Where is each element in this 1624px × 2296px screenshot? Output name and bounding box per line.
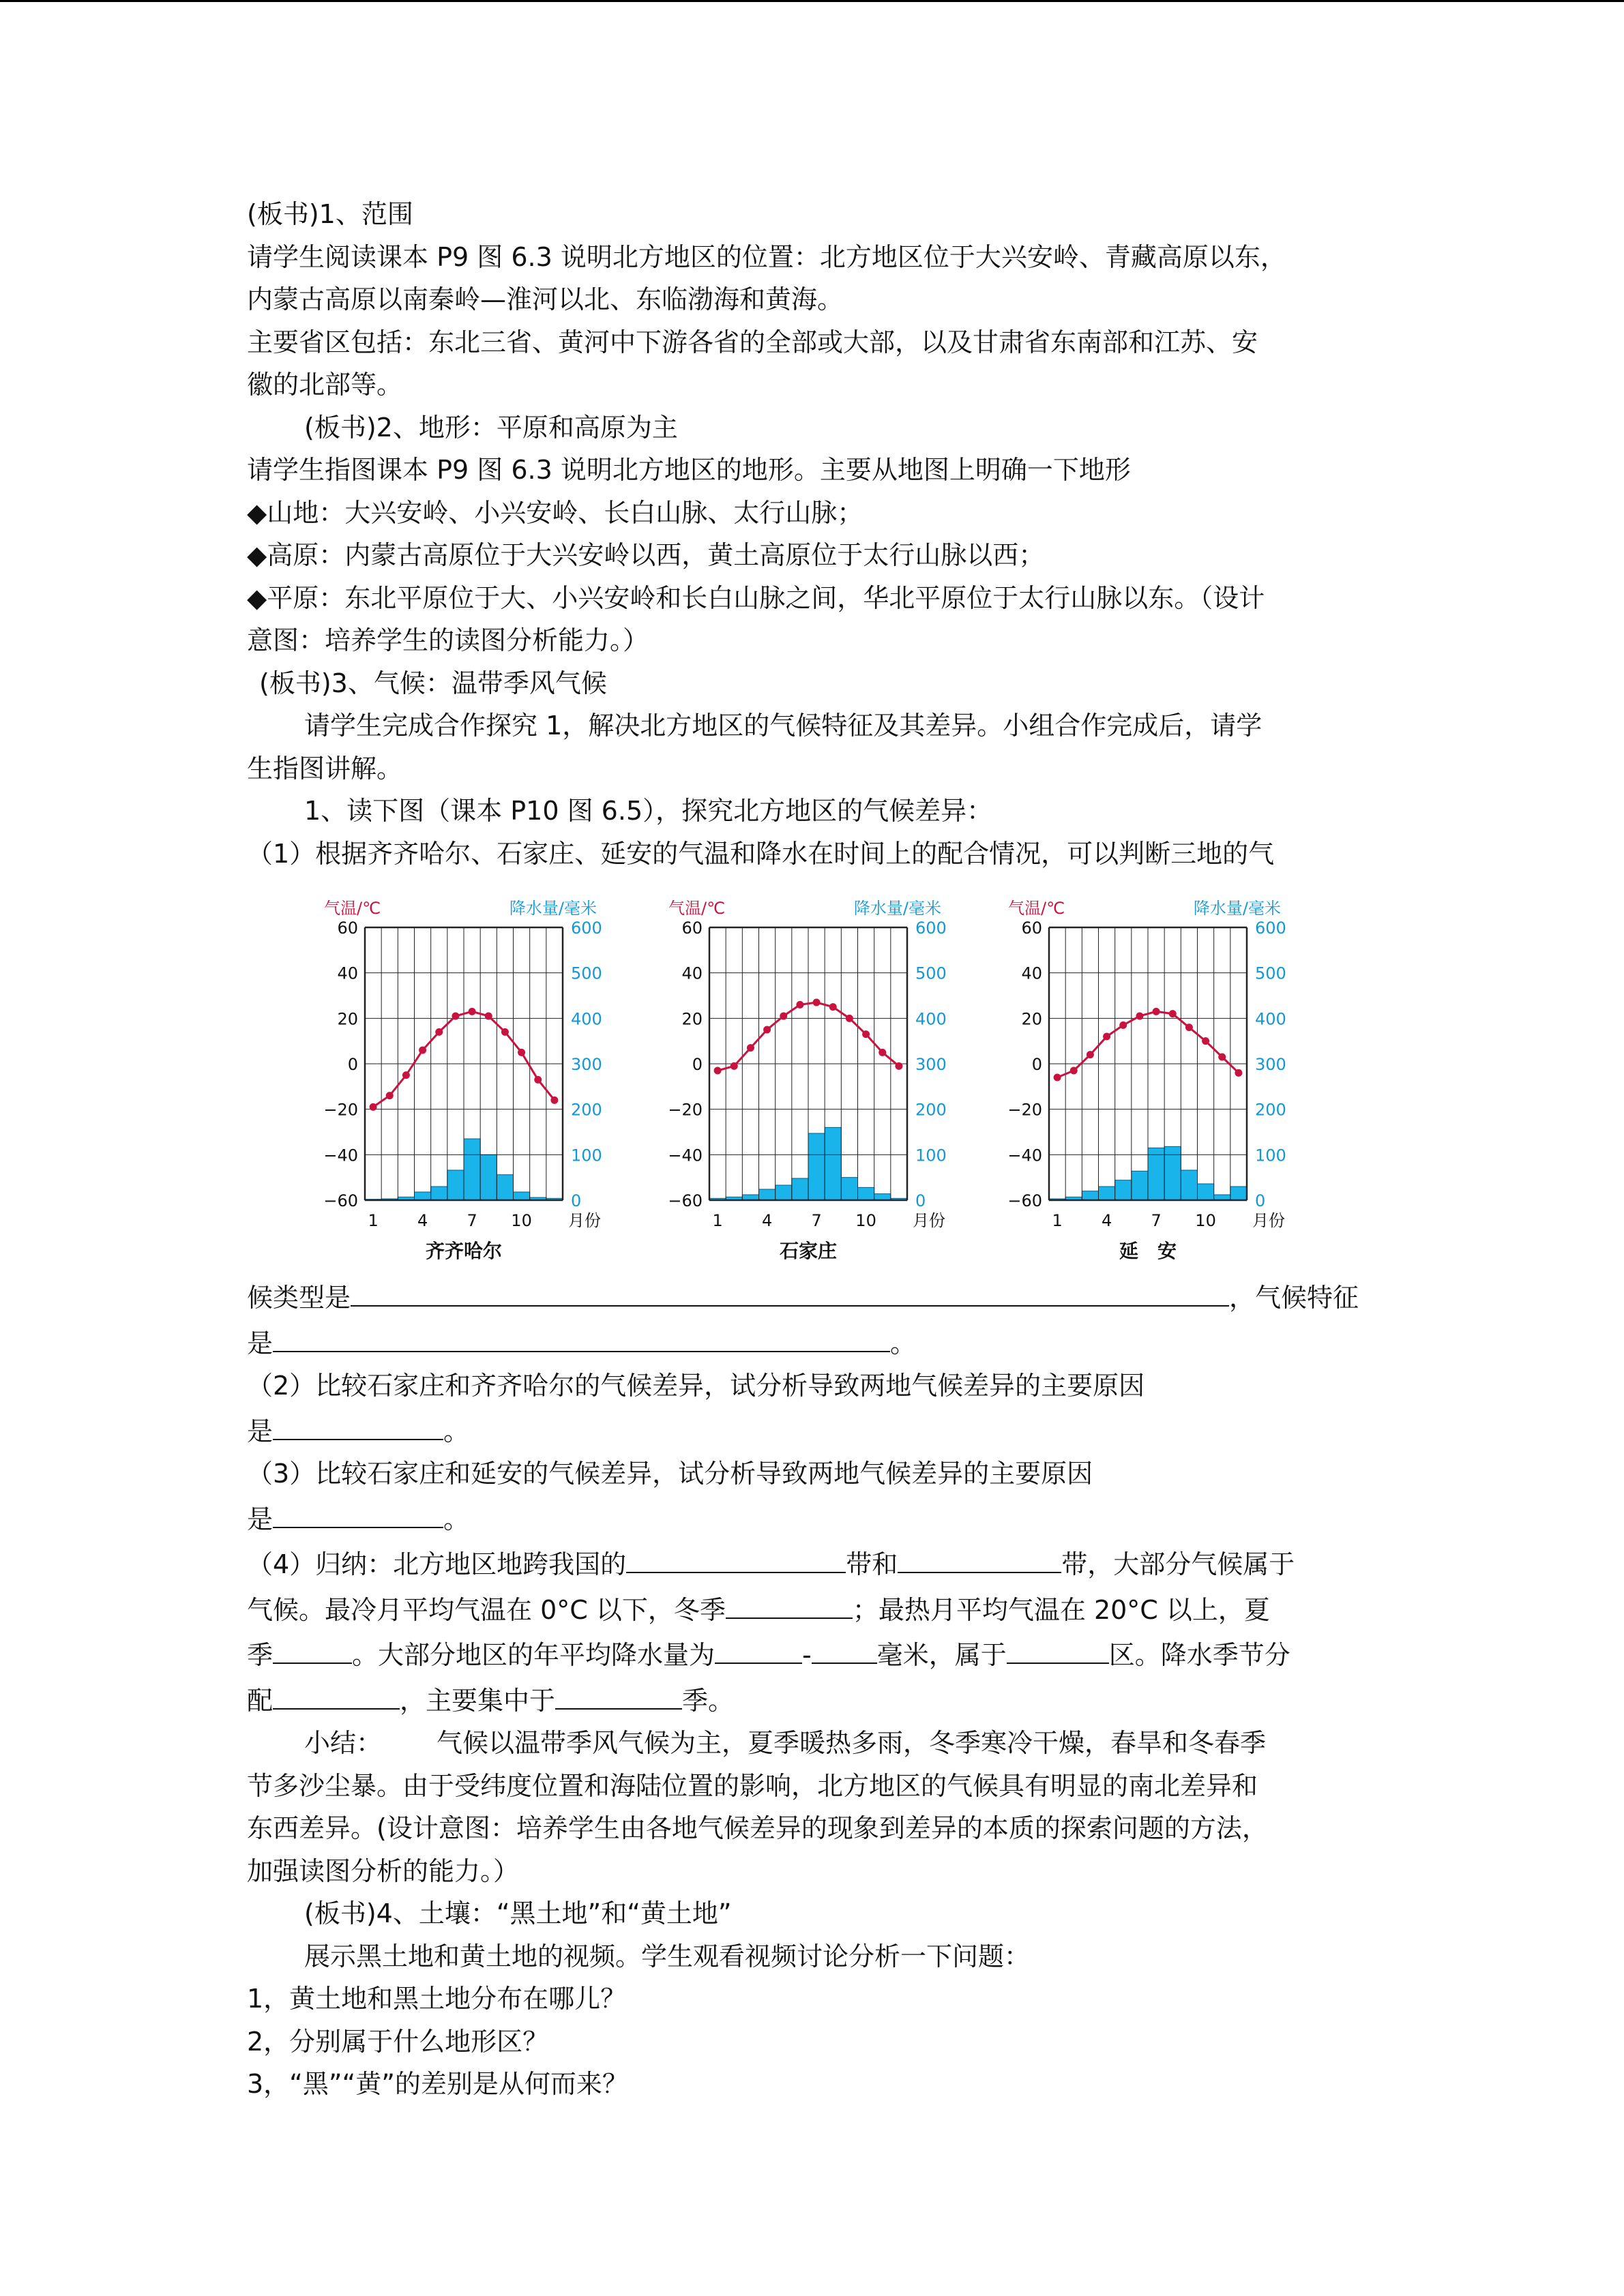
left-tick-label: −60: [1007, 1191, 1042, 1210]
left-tick-label: 60: [681, 919, 703, 938]
x-tick-label: 7: [467, 1211, 477, 1230]
right-tick-label: 400: [571, 1009, 602, 1029]
right-tick-label: 300: [571, 1055, 602, 1074]
precip-bar: [759, 1189, 776, 1200]
x-tick-label: 1: [712, 1211, 723, 1230]
precip-bar: [1115, 1180, 1132, 1200]
temperature-point: [485, 1013, 492, 1020]
x-tick-label: 7: [811, 1211, 822, 1230]
para-location: 请学生阅读课本 P9 图 6.3 说明北方地区的位置：北方地区位于大兴安岭、青藏高原以东，: [247, 241, 1286, 272]
summary-text-1: 气候以温带季风气候为主，夏季暖热多雨，冬季寒冷干燥，春旱和冬春季: [437, 1728, 1267, 1758]
bullet-plateaus: ◆高原：内蒙古高原位于大兴安岭以西，黄土高原位于太行山脉以西；: [247, 540, 1045, 570]
question-3: （3）比较石家庄和延安的气候差异，试分析导致两地气候差异的主要原因: [247, 1459, 1093, 1489]
precip-bar: [464, 1139, 480, 1200]
text-q3b: 是: [247, 1504, 274, 1534]
left-tick-label: 40: [681, 964, 703, 983]
left-tick-label: 60: [337, 919, 358, 938]
soil-question-2: 2，分别属于什么地形区？: [247, 2026, 549, 2057]
text-q1d: 。: [890, 1328, 917, 1358]
x-axis-label: 月份: [1252, 1211, 1285, 1230]
precip-bar: [808, 1133, 825, 1200]
para-provinces: 主要省区包括：东北三省、黄河中下游各省的全部或大部，以及甘肃省东南部和江苏、安: [247, 327, 1258, 357]
para-climate-task-cont: 生指图讲解。: [247, 753, 403, 784]
text-q4i: 毫米，属于: [876, 1640, 1007, 1670]
text-q4a: （4）归纳：北方地区地跨我国的: [247, 1549, 627, 1579]
question-2: （2）比较石家庄和齐齐哈尔的气候差异，试分析导致两地气候差异的主要原因: [247, 1371, 1145, 1401]
bullet-mountains: ◆山地：大兴安岭、小兴安岭、长白山脉、太行山脉；: [247, 497, 863, 528]
blank-humidity-region[interactable]: [1007, 1631, 1109, 1664]
temperature-point: [1054, 1074, 1061, 1082]
precip-bar: [1148, 1148, 1164, 1200]
text-q4c: 带，大部分气候属于: [1061, 1549, 1295, 1579]
climate-chart-svg: [300, 893, 1310, 1268]
left-tick-label: 0: [1031, 1055, 1042, 1074]
right-tick-label: 600: [915, 919, 947, 938]
blank-climate-type[interactable]: [351, 1274, 1229, 1307]
chart-title: 石家庄: [779, 1240, 838, 1262]
x-axis-label: 月份: [913, 1211, 945, 1230]
temperature-point: [1103, 1033, 1110, 1041]
text-q2c: 。: [443, 1416, 470, 1446]
text-q4j: 区。降水季节分: [1108, 1640, 1290, 1670]
temperature-point: [534, 1076, 542, 1084]
temperature-point: [813, 999, 821, 1007]
blank-winter[interactable]: [726, 1586, 853, 1619]
temperature-point: [1235, 1069, 1242, 1077]
summary-label: 小结：: [304, 1728, 383, 1758]
text-q4m: 季。: [682, 1685, 735, 1716]
precip-bar: [514, 1192, 530, 1200]
right-tick-label: 0: [915, 1191, 926, 1210]
right-tick-label: 300: [915, 1055, 947, 1074]
text-q4b: 带和: [846, 1549, 898, 1579]
left-tick-label: −20: [323, 1100, 358, 1120]
question-4-line1: [247, 1540, 1379, 1586]
blank-climate-feature[interactable]: [273, 1320, 890, 1352]
temperature-point: [386, 1092, 394, 1099]
precip-bar: [480, 1154, 497, 1200]
summary-line1: [247, 1722, 1379, 1765]
blank-season[interactable]: [555, 1677, 682, 1710]
x-tick-label: 7: [1151, 1211, 1162, 1230]
temperature-point: [419, 1047, 426, 1054]
para-provinces-cont: 徽的北部等。: [247, 370, 403, 400]
blank-reason-2[interactable]: [273, 1495, 443, 1528]
precip-bar: [415, 1192, 431, 1200]
precip-bar: [841, 1178, 857, 1200]
temperature-point: [1169, 1010, 1177, 1017]
blank-precip-min[interactable]: [715, 1631, 802, 1664]
text-q4f: 季: [247, 1640, 274, 1670]
left-tick-label: 0: [347, 1055, 358, 1074]
right-tick-label: 0: [571, 1191, 582, 1210]
right-tick-label: 600: [1255, 919, 1286, 938]
climate-charts: [300, 893, 1310, 1268]
right-tick-label: 100: [1255, 1146, 1286, 1165]
text-q4l: ，主要集中于: [400, 1685, 556, 1716]
left-tick-label: −60: [668, 1191, 703, 1210]
right-tick-label: 200: [571, 1100, 602, 1120]
right-tick-label: 100: [571, 1146, 602, 1165]
question-4-line4: [247, 1677, 1379, 1723]
x-tick-label: 4: [761, 1211, 773, 1230]
right-tick-label: 200: [915, 1100, 947, 1120]
temperature-point: [518, 1049, 525, 1056]
precip-bar: [1230, 1187, 1247, 1200]
left-tick-label: −20: [668, 1100, 703, 1120]
temperature-point: [714, 1067, 722, 1075]
blank-zone-1[interactable]: [626, 1540, 846, 1573]
para-soil-video: 展示黑土地和黄土地的视频。学生观看视频讨论分析一下问题：: [304, 1941, 1031, 1971]
heading-range: (板书)1、范围: [247, 199, 413, 229]
temperature-point: [1087, 1051, 1094, 1058]
text-q2b: 是: [247, 1416, 274, 1446]
precip-bar: [776, 1185, 792, 1200]
bullet-plains-cont: 意图：培养学生的读图分析能力。）: [247, 625, 649, 655]
temperature-point: [1153, 1008, 1160, 1015]
left-tick-label: 40: [337, 964, 358, 983]
text-q4k: 配: [247, 1685, 274, 1716]
para-climate-task: 请学生完成合作探究 1，解决北方地区的气候特征及其差异。小组合作完成后，请学: [304, 711, 1263, 741]
left-tick-label: −40: [1007, 1146, 1042, 1165]
temperature-point: [501, 1028, 509, 1036]
blank-summer[interactable]: [273, 1631, 352, 1664]
left-tick-label: −60: [323, 1191, 358, 1210]
precip-bar: [1181, 1170, 1197, 1200]
precip-bar: [497, 1175, 513, 1200]
document-body: [247, 193, 1379, 875]
blank-precip-max[interactable]: [812, 1631, 877, 1664]
temperature-point: [469, 1008, 476, 1015]
temperature-point: [796, 1001, 803, 1009]
text-q1b: ，气候特征: [1229, 1283, 1359, 1313]
temperature-point: [1202, 1037, 1209, 1045]
para-terrain: 请学生指图课本 P9 图 6.3 说明北方地区的地形。主要从地图上明确一下地形: [247, 455, 1131, 485]
chart-title: 延 安: [1119, 1240, 1177, 1262]
question-1-blanks-b: [247, 1320, 1379, 1365]
temperature-point: [1185, 1024, 1193, 1031]
precip-bar: [1132, 1171, 1148, 1200]
x-tick-label: 4: [1101, 1211, 1112, 1230]
right-tick-label: 0: [1255, 1191, 1266, 1210]
right-tick-label: 400: [1255, 1009, 1286, 1029]
x-tick-label: 1: [368, 1211, 379, 1230]
chart-title: 齐齐哈尔: [425, 1240, 503, 1262]
temperature-point: [879, 1049, 886, 1056]
precip-bar: [874, 1194, 891, 1200]
left-tick-label: 20: [681, 1009, 703, 1029]
page-top-border: [0, 0, 1624, 2]
question-4-line3: [247, 1631, 1379, 1677]
document-body-lower: [247, 1274, 1379, 2106]
temperature-point: [1070, 1067, 1078, 1075]
left-axis-label: 气温/℃: [1008, 899, 1065, 918]
text-q4e: ；最热月平均气温在 20°C 以上，夏: [852, 1594, 1270, 1625]
temperature-point: [747, 1044, 754, 1052]
text-q4d: 气候。最冷月平均气温在 0°C 以下，冬季: [247, 1594, 726, 1625]
temperature-point: [763, 1026, 771, 1034]
text-q1c: 是: [247, 1328, 274, 1358]
question-1: （1）根据齐齐哈尔、石家庄、延安的气温和降水在时间上的配合情况，可以判断三地的气: [247, 838, 1275, 869]
left-tick-label: −40: [668, 1146, 703, 1165]
left-tick-label: −20: [1007, 1100, 1042, 1120]
temperature-point: [402, 1071, 410, 1079]
text-q4g: 。大部分地区的年平均降水量为: [352, 1640, 715, 1670]
left-tick-label: 20: [337, 1009, 358, 1029]
temperature-point: [862, 1030, 870, 1038]
text-q4h: -: [802, 1640, 812, 1670]
blank-reason-1[interactable]: [273, 1407, 443, 1440]
left-tick-label: 0: [692, 1055, 703, 1074]
x-axis-label: 月份: [568, 1211, 601, 1230]
left-tick-label: −40: [323, 1146, 358, 1165]
temperature-point: [846, 1015, 853, 1022]
precip-bar: [1198, 1184, 1214, 1200]
text-q1a: 候类型是: [247, 1283, 351, 1313]
x-tick-label: 10: [1195, 1211, 1216, 1230]
precip-bar: [447, 1170, 464, 1200]
question-3-blank: [247, 1495, 1379, 1541]
precip-bar: [1082, 1191, 1098, 1200]
right-tick-label: 600: [571, 919, 602, 938]
right-tick-label: 500: [571, 964, 602, 983]
summary-line3: 东西差异。(设计意图：培养学生由各地气候差异的现象到差异的本质的探索问题的方法，: [247, 1813, 1268, 1843]
right-tick-label: 500: [915, 964, 947, 983]
x-tick-label: 10: [855, 1211, 876, 1230]
temperature-point: [829, 1003, 837, 1011]
precip-bar: [792, 1178, 808, 1200]
x-tick-label: 4: [417, 1211, 428, 1230]
question-4-line2: [247, 1586, 1379, 1632]
left-axis-label: 气温/℃: [668, 899, 726, 918]
right-axis-label: 降水量/毫米: [853, 899, 941, 918]
bullet-plains: ◆平原：东北平原位于大、小兴安岭和长白山脉之间，华北平原位于太行山脉以东。（设计: [247, 582, 1265, 613]
right-tick-label: 500: [1255, 964, 1286, 983]
question-1-blanks-a: [247, 1274, 1379, 1320]
precip-bar: [858, 1187, 874, 1200]
temperature-point: [895, 1062, 902, 1070]
precip-bar: [431, 1187, 447, 1200]
summary-line4: 加强读图分析的能力。）: [247, 1855, 520, 1886]
soil-question-3: 3，“黑”“黄”的差别是从何而来？: [247, 2069, 628, 2099]
right-tick-label: 100: [915, 1146, 947, 1165]
blank-zone-2[interactable]: [898, 1540, 1061, 1573]
question-2-blank: [247, 1407, 1379, 1453]
temperature-point: [435, 1028, 443, 1036]
summary-line2: 节多沙尘暴。由于受纬度位置和海陆位置的影响，北方地区的气候具有明显的南北差异和: [247, 1770, 1258, 1801]
temperature-point: [730, 1062, 738, 1070]
right-axis-label: 降水量/毫米: [1193, 899, 1281, 918]
right-tick-label: 400: [915, 1009, 947, 1029]
text-q3c: 。: [443, 1504, 470, 1534]
temperature-point: [1136, 1013, 1143, 1020]
temperature-point: [1119, 1022, 1127, 1029]
heading-climate: (板书)3、气候：温带季风气候: [259, 668, 607, 698]
blank-precip-distribution[interactable]: [273, 1677, 400, 1710]
x-tick-label: 10: [511, 1211, 532, 1230]
temperature-point: [370, 1103, 377, 1111]
question-intro: 1、读下图（课本 P10 图 6.5），探究北方地区的气候差异：: [304, 796, 993, 826]
temperature-point: [550, 1097, 558, 1104]
right-axis-label: 降水量/毫米: [509, 899, 597, 918]
right-tick-label: 200: [1255, 1100, 1286, 1120]
precip-bar: [1099, 1187, 1115, 1200]
heading-soil: (板书)4、土壤：“黑土地”和“黄土地”: [304, 1898, 732, 1928]
x-tick-label: 1: [1052, 1211, 1063, 1230]
left-axis-label: 气温/℃: [324, 899, 381, 918]
temperature-point: [1218, 1054, 1226, 1061]
left-tick-label: 60: [1021, 919, 1042, 938]
temperature-point: [780, 1013, 787, 1020]
heading-terrain: (板书)2、地形：平原和高原为主: [304, 412, 678, 443]
para-location-cont: 内蒙古高原以南秦岭—淮河以北、东临渤海和黄海。: [247, 284, 844, 314]
right-tick-label: 300: [1255, 1055, 1286, 1074]
precip-bar: [825, 1127, 841, 1200]
temperature-point: [452, 1013, 459, 1020]
left-tick-label: 40: [1021, 964, 1042, 983]
left-tick-label: 20: [1021, 1009, 1042, 1029]
soil-question-1: 1，黄土地和黑土地分布在哪儿？: [247, 1984, 627, 2014]
